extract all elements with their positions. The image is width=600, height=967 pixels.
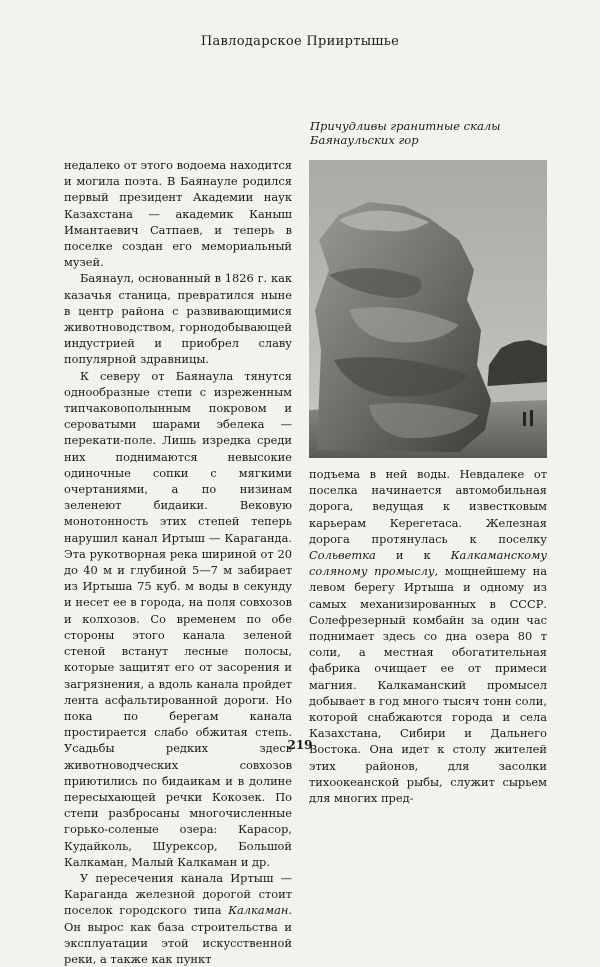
paragraph-2: Баянаул, основанный в 1826 г. как казачья станица, превратился ныне в центр района с развивающимися животноводством, горнодобывающей индустрией и приобрел славу популярной здравницы. bbox=[64, 271, 292, 367]
place-name-solvetka: Сольветка bbox=[309, 548, 376, 563]
paragraph-4-end: Он вырос как база строительства и эксплуатации этой искусственной реки, а также как пункт bbox=[64, 919, 292, 966]
place-name-kalkaman-salt-works: Калкаманскому соляному промыслу, bbox=[309, 548, 548, 579]
granite-rock-photo bbox=[309, 160, 547, 458]
page-number: 219 bbox=[287, 738, 313, 752]
caption-line-1: Причудливы гранитные скалы bbox=[310, 119, 501, 133]
caption-line-2: Баянаульских гор bbox=[310, 133, 419, 147]
paragraph-4 bbox=[64, 870, 292, 967]
place-name-kalkaman: Калкаман. bbox=[228, 903, 292, 918]
right-text-column bbox=[309, 466, 547, 806]
paragraph-5-part-2: и к bbox=[395, 548, 431, 563]
paragraph-5-part-3: мощнейшему на левом берегу Иртыша и одному из самых механизированных в СССР. Солефрезерный комбайн за один час поднимает здесь со дна озера 80 т соли, а местная обогатительная фабрика очищает ее от примеси магния. Калкаманский промысел добывает в год много тысяч тонн соли, которой снабжаются города и села Казахстана, Сибири и Дальнего Востока. Она идет к столу жителей этих районов, для засолки тихоокеанской рыбы, служит сырьем для многих пред- bbox=[309, 564, 547, 806]
running-header: Павлодарское Прииртышье bbox=[200, 34, 400, 49]
paragraph-3: К северу от Баянаула тянутся однообразные степи с изреженным типчаковополынным покровом и сероватыми шарами эбелека — перекати-поле. Лишь изредка среди них поднимаются невысокие одиночные сопки с мягкими очертаниями, а по низинам зеленеют бидаики. Вековую монотонность этих степей теперь нарушил канал Иртыш — Караганда. Эта рукотворная река шириной от 20 до 40 м и глубиной 5—7 м забирает из Иртыша 75 куб. м воды в секунду и несет ее в города, на поля совхозов и колхозов. Со временем по обе стороны этого канала зеленой стеной встанут лесные полосы, которые защитят его от засорения и загрязнения, а вдоль канала пройдет лента асфальтированной дороги. Но пока по берегам канала простирается слабо обжитая степь. Усадьбы редких здесь животноводческих совхозов приютились по бидаикам и в долине пересыхающей речки Кокозек. По степи разбросаны многочисленные горько-соленые озера: Карасор, Кудайколь, Шурексор, Большой Калкаман, Малый Калкаман и др. bbox=[64, 368, 292, 869]
rock-photo-illustration bbox=[309, 160, 547, 458]
paragraph-5-part-1: подъема в ней воды. Невдалеке от поселка начинается автомобильная дорога, ведущая к известковым карьерам Керегетаса. Железная дорога протянулась к поселку bbox=[309, 467, 547, 546]
left-text-column bbox=[64, 157, 292, 967]
paragraph-1: недалеко от этого водоема находится и могила поэта. В Баянауле родился первый президент Академии наук Казахстана — академик Каныш Имантаевич Сатпаев, и теперь в поселке создан его мемориальный музей. bbox=[64, 158, 292, 270]
paragraph-5 bbox=[309, 466, 547, 806]
paragraph-4-start: У пересечения канала Иртыш — Караганда железной дорогой стоит поселок городского типа bbox=[64, 870, 292, 918]
figure-caption bbox=[310, 119, 550, 147]
